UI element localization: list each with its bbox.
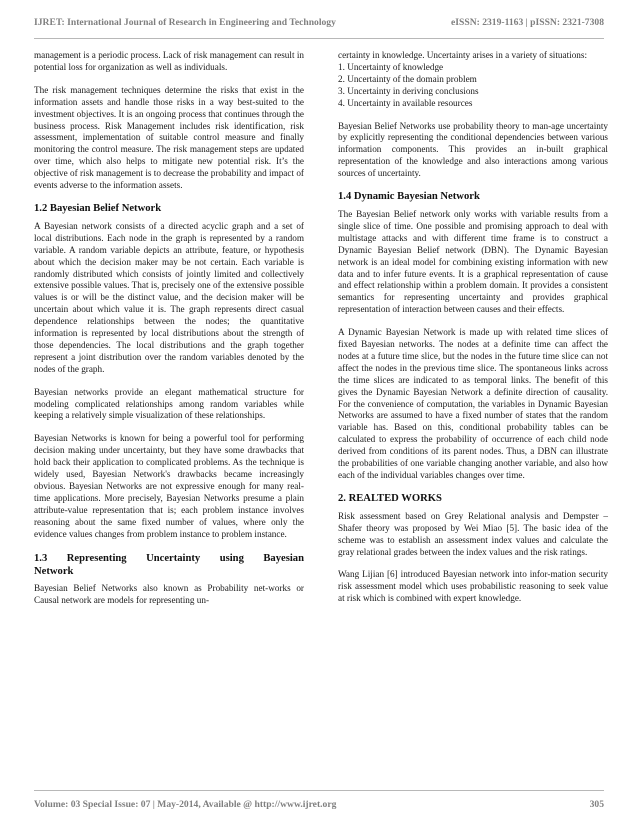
list-item: 1. Uncertainty of knowledge	[338, 61, 444, 72]
list-item: 3. Uncertainty in deriving conclusions	[338, 85, 479, 96]
paragraph: The Bayesian Belief network only works with variable results from a single slice of time. One possible and promising approach to deal with multistage attacks and with different time frame is to construct a Dynamic Bayesian Belief network (DBN). The Dynamic Bayesian network is an ideal model for combining existing information with new data and to infer future events. It is a graphical representation of cause and effect relationship within a problem domain. It provides a consistent semantics for representing uncertainty and provides graphical representation of interaction between causes and their effects.	[338, 208, 608, 315]
paragraph: Bayesian Networks is known for being a powerful tool for performing decision making under uncertainty, but they have some drawbacks that hold back their application to complicated problems. As the technique is widely used, Bayesian Network's drawbacks became increasingly obvious. Bayesian Networks are not expressive enough for many real-time applications. More precisely, Bayesian Networks presume a plain attribute-value representation that is; each problem instance involves reasoning about the same fixed number of values, where only the evidence values changes from problem instance to problem instance.	[34, 433, 304, 539]
section-heading-1-2: 1.2 Bayesian Belief Network	[34, 202, 162, 214]
page-footer	[34, 794, 604, 814]
volume-info: Volume: 03 Special Issue: 07 | May-2014, Available @ http://www.ijret.org	[34, 798, 337, 810]
footer-divider	[34, 790, 604, 791]
section-heading-1-4: 1.4 Dynamic Bayesian Network	[338, 191, 480, 203]
paragraph: Bayesian Belief Networks use probability theory to man-age uncertainty by explicitly representing the conditional dependencies between various information components. This provides an in-built graphical representation of the knowledge and also interactions among various sources of uncertainty.	[338, 120, 608, 179]
issn: eISSN: 2319-1163 | pISSN: 2321-7308	[451, 16, 604, 28]
paragraph: management is a periodic process. Lack of risk management can result in potential loss for organization as well as individuals.	[34, 50, 304, 72]
paragraph: Risk assessment based on Grey Relational analysis and Dempster –Shafer theory was proposed by Wei Miao [5]. The basic idea of the scheme was to establish an assessment index values and calculate the gray relational grades between the index values and the risk ratings.	[338, 510, 608, 557]
section-heading-1-3-cont: Network	[34, 565, 74, 577]
right-column	[338, 50, 608, 616]
uncertainty-list	[338, 62, 608, 110]
header-divider	[34, 38, 604, 39]
paragraph: A Dynamic Bayesian Network is made up with related time slices of fixed Bayesian networks. The nodes at a definite time can affect the nodes at a future time slice, but the nodes in the future time slice can not affect the nodes in the previous time slice. The spontaneous links across the time slices are indicated to as temporal links. The benefit of this gives the Dynamic Bayesian Network a definite direction of causality. For the convenience of computation, the variables in Dynamic Bayesian Networks are assumed to have a fixed number of states that the random variable has. Based on this, conditional probability tables can be calculated to express the probability of occurrence of each child node derived from conditions of its parent nodes. Thus, a DBN can illustrate the probabilities of one variable changing another variable, and also how each of the individual variables changes over time.	[338, 327, 608, 480]
paragraph: Bayesian networks provide an elegant mathematical structure for modeling complicated relationships among random variables while keeping a relatively simple visualization of these relationships.	[34, 386, 304, 421]
paragraph: Bayesian Belief Networks also known as Probability net-works or Causal network are models for representing un-	[34, 583, 304, 606]
paragraph: certainty in knowledge. Uncertainty arises in a variety of situations:	[338, 50, 588, 60]
section-heading-1-3: 1.3 Representing Uncertainty using Bayesian	[34, 552, 304, 564]
page-header	[34, 12, 604, 32]
section-heading-2: 2. REALTED WORKS	[338, 492, 442, 504]
page-number: 305	[589, 798, 604, 810]
paragraph: Wang Lijian [6] introduced Bayesian network into infor-mation security risk assessment model which uses probabilistic reasoning to seek value at risk which is combined with expert knowledge.	[338, 569, 608, 604]
paragraph: A Bayesian network consists of a directed acyclic graph and a set of local distributions. Each node in the graph is represented by a random variable. A random variable depicts an attribute, feature, or hypothesis about which the decision maker may be not certain. Each variable is randomly distributed which consists of jointly limited and collectively extensive possible values. That is, precisely one of the extensive possible values is or will be the distinct value, and the decision maker will be uncertain about which value it is. The graph represents direct casual dependence relationships between the nodes; the quantitative information is represented by local distributions about the strength of those dependencies. The local distributions and the graph together represent a joint distribution over the random variables denoted by the nodes of the graph.	[34, 220, 304, 374]
list-item: 4. Uncertainty in available resources	[338, 97, 473, 108]
list-item: 2. Uncertainty of the domain problem	[338, 73, 477, 84]
journal-title: IJRET: International Journal of Research in Engineering and Technology	[34, 16, 336, 28]
paragraph: The risk management techniques determine the risks that exist in the information assets and handle those risks in a way best-suited to the investment objectives. It is an ongoing process that continues through the business process. Risk Management includes risk identification, risk assessment, implementation of suitable control measure and finally monitoring the control measure. The risk management steps are updated over time, which also helps to mitigate new potential risk. It’s the objective of risk management is to decrease the probability and impact of events adverse to the information assets.	[34, 84, 304, 191]
left-column	[34, 50, 304, 618]
